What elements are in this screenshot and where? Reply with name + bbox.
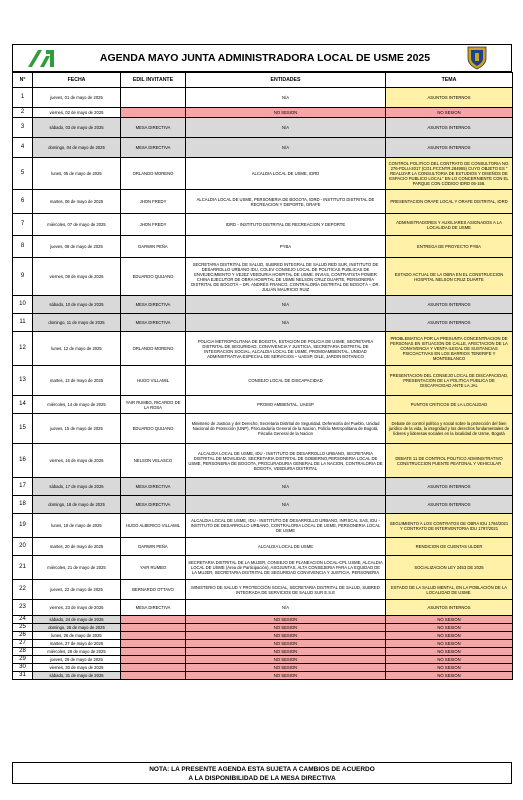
row-fecha: lunes, 05 de mayo de 2025: [33, 158, 121, 190]
row-entidades: NO SESION: [186, 672, 386, 680]
row-edil: JHON FREDY: [121, 214, 186, 236]
row-edil: [121, 640, 186, 648]
row-entidades: PROMO AMBIENTAL, UAESP: [186, 396, 386, 414]
row-entidades: NO SESION: [186, 616, 386, 624]
jal-usme-logo-icon: [24, 48, 64, 68]
row-tema: DEBATE 11 DE CONTROL POLITICO ADMINISTRATIVO CONSTRUCCION PUENTE PEATONAL Y VEHICULAR: [386, 444, 513, 478]
row-tema: NO SESION: [386, 108, 513, 118]
row-number: 13: [13, 366, 33, 396]
row-tema: NO SESION: [386, 640, 513, 648]
row-edil: DARWIN PEÑA: [121, 538, 186, 556]
row-number: 11: [13, 314, 33, 332]
row-number: 31: [13, 672, 33, 680]
row-number: 5: [13, 158, 33, 190]
row-fecha: miércoles, 07 de mayo de 2025: [33, 214, 121, 236]
row-tema: NO SESION: [386, 656, 513, 664]
row-entidades: ALCALDIA LOCAL DE USME, PERSONERIA DE BOGOTA, IDRD - INSTITUTO DISTRITAL DE RECREACION Y DEPORTE, ORAFE: [186, 190, 386, 214]
row-tema: Debate de control político y social sobre la protección del bien jurídico de la vida, la integridad y los derechos fundamentales de líderes y lideresas sociales en la localidad de Usme, Bogotá: [386, 414, 513, 444]
row-fecha: sábado, 17 de mayo de 2025: [33, 478, 121, 496]
table-row: [13, 314, 513, 332]
agenda-note: [12, 762, 512, 784]
row-edil: [121, 624, 186, 632]
row-edil: [121, 664, 186, 672]
row-entidades: NO SESION: [186, 648, 386, 656]
table-row: [13, 640, 513, 648]
row-entidades: PYBA: [186, 236, 386, 258]
row-fecha: jueves, 29 de mayo de 2025: [33, 656, 121, 664]
row-tema: PROBLEMATICA POR LA PRESUNTA CONCENTRACION DE PERSONAS EN SITUACION DE CALLE, AFECTACION DE LA CONVIVENCIA Y VENTA ILEGAL DE SUSTANCIAS PSICOACTIVAS EN LOS BARRIOS TENERIFE Y MONTEBLANCO: [386, 332, 513, 366]
row-tema: RENDICION DE CUENTAS ULDER: [386, 538, 513, 556]
row-number: 6: [13, 190, 33, 214]
row-entidades: SECRETARIA DISTRITAL DE SALUD, SUBRED INTEGRAL DE SALUD RED SUR, INSTITUTO DE DESARROLLO URBANO IDU, COLEV CONSEJO LOCAL DE POLITICAS PUBLICAS DE ENVEJECIMIENTO Y VEJEZ VEEDURIA HOSPITAL DE USME. INVIAS, CONTRATISTA POWER CHINA EJECUTOR DE OBRA HOSPITAL DE USME NELSON CRUZ DUARTE, PERSONERÍA DISTRITAL DE BOGOTÁ – DR. ANDRÉS FRANCO, CONTRALORÍA DISTRITAL DE BOGOTÁ – DR. JULIÁN MAURICIO RUIZ: [186, 258, 386, 296]
row-tema: CONTROL POLITICO DEL CONTRATO DE CONSULTORIA NO. 276-FDLU-2017 (CO1.PCCNTR.284955) CUYO OBJETO ES " REALIZAR LA CONSULTORIA DE ESTUDIOS Y DISEÑOS DE ESPACIO PUBLICO LOCAL" EN LO CONCERNIENTE CON EL PARQUE CON CÓDIGO IDRD 05-158.: [386, 158, 513, 190]
row-tema: ENTREGA DE PROYECTO PYBA: [386, 236, 513, 258]
row-edil: HUGO ALBERICO VILLAMIL: [121, 514, 186, 538]
row-edil: EDUARDO QUIJANO: [121, 258, 186, 296]
row-fecha: sábado, 10 de mayo de 2025: [33, 296, 121, 314]
row-entidades: N/A: [186, 496, 386, 514]
row-edil: MESA DIRECTIVA: [121, 118, 186, 138]
row-fecha: jueves, 22 de mayo de 2025: [33, 580, 121, 600]
row-tema: NO SESION: [386, 632, 513, 640]
row-number: 21: [13, 556, 33, 580]
row-number: 9: [13, 258, 33, 296]
col-header-fecha: FECHA: [33, 73, 121, 88]
row-number: 18: [13, 496, 33, 514]
row-edil: [121, 648, 186, 656]
table-row: [13, 108, 513, 118]
row-tema: ESTADO DE LA SALUD MENTAL, EN LA POBLACIÓN DE LA LOCALIDAD DE USME.: [386, 580, 513, 600]
table-row: [13, 648, 513, 656]
page-title: AGENDA MAYO JUNTA ADMINISTRADORA LOCAL DE USME 2025: [99, 52, 431, 64]
row-entidades: N/A: [186, 478, 386, 496]
row-number: 29: [13, 656, 33, 664]
row-edil: MESA DIRECTIVA: [121, 478, 186, 496]
row-tema: ASUNTOS INTERNOS: [386, 496, 513, 514]
row-edil: YAIR RUMBO: [121, 556, 186, 580]
row-number: 27: [13, 640, 33, 648]
row-edil: EDUARDO QUIJANO: [121, 414, 186, 444]
row-tema: SEGUIMIENTO A LOS CONTRATOS DE OBRA IDU 1784/2021 Y CONTRATO DE INTERVENTORIA IDU 1797/2021: [386, 514, 513, 538]
table-row: [13, 444, 513, 478]
row-number: 10: [13, 296, 33, 314]
row-entidades: ALCALDIA LOCAL DE USME, IDRD: [186, 158, 386, 190]
row-number: 15: [13, 414, 33, 444]
row-number: 26: [13, 632, 33, 640]
row-fecha: miércoles, 14 de mayo de 2025: [33, 396, 121, 414]
table-row: [13, 158, 513, 190]
row-fecha: miércoles, 21 de mayo de 2025: [33, 556, 121, 580]
row-fecha: lunes, 19 de mayo de 2025: [33, 514, 121, 538]
row-edil: [121, 88, 186, 108]
row-fecha: martes, 06 de mayo de 2025: [33, 190, 121, 214]
table-row: [13, 514, 513, 538]
agenda-body: [13, 88, 513, 680]
table-row: [13, 556, 513, 580]
row-fecha: viernes, 30 de mayo de 2025: [33, 664, 121, 672]
row-number: 1: [13, 88, 33, 108]
row-fecha: jueves, 08 de mayo de 2025: [33, 236, 121, 258]
table-row: [13, 538, 513, 556]
row-entidades: N/A: [186, 296, 386, 314]
row-tema: ESTADO ACTUAL DE LA OBRA EN EL CONSTRUCCION HOSPITAL NELSON CRUZ DUARTE: [386, 258, 513, 296]
row-number: 30: [13, 664, 33, 672]
row-number: 22: [13, 580, 33, 600]
row-entidades: N/A: [186, 314, 386, 332]
row-edil: MESA DIRECTIVA: [121, 600, 186, 616]
row-tema: ADMINISTRADORES Y AUXILIARES ASIGNADOS A LA LOCALIDAD DE USME: [386, 214, 513, 236]
table-row: [13, 366, 513, 396]
table-row: [13, 190, 513, 214]
row-edil: [121, 672, 186, 680]
row-edil: [121, 616, 186, 624]
row-fecha: domingo, 04 de mayo de 2025: [33, 138, 121, 158]
row-number: 28: [13, 648, 33, 656]
row-tema: PUNTOS CRITICOS DE LA LOCALIDAD: [386, 396, 513, 414]
row-number: 19: [13, 514, 33, 538]
row-tema: PRESENTACION DEL CONSEJO LOCAL DE DISCAPACIDAD, PRESENTACION DE LA POLITICA PUBLICA DE DISCAPACIDAD ANTE LA JAL: [386, 366, 513, 396]
table-row: [13, 332, 513, 366]
row-entidades: N/A: [186, 88, 386, 108]
table-row: [13, 414, 513, 444]
row-entidades: ALCALDIA LOCAL DE USME: [186, 538, 386, 556]
row-tema: ASUNTOS INTERNOS: [386, 88, 513, 108]
bogota-coat-of-arms-icon: [466, 45, 488, 70]
row-number: 14: [13, 396, 33, 414]
row-entidades: CONSEJO LOCAL DE DISCAPACIDAD: [186, 366, 386, 396]
row-tema: ASUNTOS INTERNOS: [386, 296, 513, 314]
row-number: 23: [13, 600, 33, 616]
row-fecha: viernes, 09 de mayo de 2025: [33, 258, 121, 296]
row-number: 3: [13, 118, 33, 138]
table-row: [13, 600, 513, 616]
table-row: [13, 616, 513, 624]
row-entidades: POLICIA METROPOLITANA DE BOGOTA, ESTACION DE POLICIA DE USME, SECRETARIA DISTRITAL DE SEGURIDAD, CONVIVENCIA Y JUSTICIA, SECRETARIA DISTRITAL DE INTEGRACION SOCIAL, ALCALDIA LOCAL DE USME, PROMOAMBIENTAL, UNIDAD ADMINISTRATIVA ESPECIAL DE SERVICIOS – UAESP, DILE, JARDIN BOTANICO: [186, 332, 386, 366]
row-tema: PRESENTACION ORAFE LOCAL Y ORAFE DISTRITAL, IDRD: [386, 190, 513, 214]
table-row: [13, 214, 513, 236]
row-edil: ORLANDO MORENO: [121, 158, 186, 190]
row-number: 17: [13, 478, 33, 496]
row-entidades: SECRETARIA DISTRITAL DE LA MUJER, CONSEJO DE PLANEACION LOCAL-CPL USME, ALCALDIA LOCAL DE USME (Área de Participación), ASOJUNTAS, ALTA CONSEJERIA PARA LA EQUIDAD DE LA MUJER, SECRETARIA DISTRITAL DE SEGURIDAD CONVIVENCIA Y JUSTICIA, PERSONERIA: [186, 556, 386, 580]
row-edil: MESA DIRECTIVA: [121, 296, 186, 314]
row-number: 4: [13, 138, 33, 158]
row-fecha: viernes, 02 de mayo de 2025: [33, 108, 121, 118]
col-header-edil: EDIL INVITANTE: [121, 73, 186, 88]
row-tema: NO SESION: [386, 648, 513, 656]
row-fecha: martes, 13 de mayo de 2025: [33, 366, 121, 396]
row-fecha: lunes, 12 de mayo de 2025: [33, 332, 121, 366]
table-row: [13, 656, 513, 664]
row-fecha: domingo, 25 de mayo de 2025: [33, 624, 121, 632]
row-entidades: NO SESION: [186, 108, 386, 118]
row-number: 2: [13, 108, 33, 118]
table-row: [13, 88, 513, 108]
row-edil: MESA DIRECTIVA: [121, 496, 186, 514]
row-tema: ASUNTOS INTERNOS: [386, 314, 513, 332]
row-fecha: viernes, 23 de mayo de 2025: [33, 600, 121, 616]
row-entidades: NO SESION: [186, 624, 386, 632]
table-row: [13, 664, 513, 672]
table-row: [13, 672, 513, 680]
col-header-tema: TEMA: [386, 73, 513, 88]
row-tema: NO SESION: [386, 672, 513, 680]
row-fecha: viernes, 16 de mayo de 2025: [33, 444, 121, 478]
table-row: [13, 624, 513, 632]
row-number: 25: [13, 624, 33, 632]
row-fecha: sábado, 31 de mayo de 2025: [33, 672, 121, 680]
note-line-2: A LA DISPONIBILIDAD DE LA MESA DIRECTIVA: [188, 775, 336, 782]
col-header-number: N°: [13, 73, 33, 88]
row-edil: ORLANDO MORENO: [121, 332, 186, 366]
table-header-row: [13, 73, 513, 88]
row-fecha: jueves, 01 de mayo de 2025: [33, 88, 121, 108]
row-edil: [121, 656, 186, 664]
row-edil: [121, 632, 186, 640]
row-fecha: martes, 27 de mayo de 2025: [33, 640, 121, 648]
row-edil: DARWIN PEÑA: [121, 236, 186, 258]
row-entidades: NO SESION: [186, 632, 386, 640]
row-entidades: NO SESION: [186, 640, 386, 648]
row-tema: SOCIALIZACION LEY 2453 DE 2025: [386, 556, 513, 580]
row-edil: BERNARDO OTTAVO: [121, 580, 186, 600]
row-entidades: NO SESION: [186, 656, 386, 664]
agenda-table: [12, 72, 513, 680]
row-entidades: N/A: [186, 118, 386, 138]
row-fecha: sábado, 03 de mayo de 2025: [33, 118, 121, 138]
row-number: 16: [13, 444, 33, 478]
table-row: [13, 632, 513, 640]
row-tema: ASUNTOS INTERNOS: [386, 118, 513, 138]
table-row: [13, 138, 513, 158]
row-edil: YAIR RUMBO, RICARDO DE LA ROSA: [121, 396, 186, 414]
row-tema: ASUNTOS INTERNOS: [386, 600, 513, 616]
table-row: [13, 478, 513, 496]
row-edil: MESA DIRECTIVA: [121, 314, 186, 332]
row-fecha: domingo, 18 de mayo de 2025: [33, 496, 121, 514]
row-fecha: jueves, 15 de mayo de 2025: [33, 414, 121, 444]
note-line-1: NOTA: LA PRESENTE AGENDA ESTA SUJETA A CAMBIOS DE ACUERDO: [149, 766, 375, 773]
row-edil: MESA DIRECTIVA: [121, 138, 186, 158]
row-entidades: Ministerio de Justicia y del Derecho, Secretaria Distrital de Seguridad, Defensoría del Pueblo, Unidad Nacional de Protección (UNP), Procuraduría General de la Nacion, Policía Metropolitana de Bogotá, Fiscalía General de la Nacion: [186, 414, 386, 444]
row-edil: JHON FREDY: [121, 190, 186, 214]
row-entidades: ALCALDIA LOCAL DE USME, IDU - INSTITUTO DE DESARROLLO URBANO, INFISCAL SAS, IDU - INSTITUTO DE DESARROLLO URBANO, CONTRALORIA LOCAL DE USME, PERSONERIA LOCAL DE USME: [186, 514, 386, 538]
row-entidades: ALCALDIA LOCAL DE USME, IDU - INSTITUTO DE DESARROLLO URBANO, SECRETARIA DISTRITAL DE MOVILIDAD, SECRETARIA DISTRITAL DE GOBIERNO,PERSONERIA LOCAL DE USME, PERSONERIA DE BOGOTA, PROCURADURIA GENERAL DE LA NACION, CONTRALORIA DE BOGOTA, VEEDURIA DISTRITAL: [186, 444, 386, 478]
row-entidades: IDRD - INSTITUTO DISTRITAL DE RECREACION Y DEPORTE: [186, 214, 386, 236]
table-row: [13, 296, 513, 314]
row-tema: NO SESION: [386, 624, 513, 632]
row-edil: HUGO VILLAMIL: [121, 366, 186, 396]
row-number: 24: [13, 616, 33, 624]
row-entidades: MINISTERIO DE SALUD Y PROTECCIÓN SOCIAL, SECRETARIA DISTRITAL DE SALUD, SUBRED INTEGRADA DE SERVICIOS DE SALUD SUR E.S.E: [186, 580, 386, 600]
row-tema: ASUNTOS INTERNOS: [386, 138, 513, 158]
row-edil: NELSON VELASCO: [121, 444, 186, 478]
row-fecha: martes, 20 de mayo de 2025: [33, 538, 121, 556]
table-row: [13, 236, 513, 258]
row-fecha: sábado, 24 de mayo de 2025: [33, 616, 121, 624]
row-tema: ASUNTOS INTERNOS: [386, 478, 513, 496]
table-row: [13, 396, 513, 414]
row-edil: [121, 108, 186, 118]
table-row: [13, 118, 513, 138]
row-entidades: N/A: [186, 600, 386, 616]
row-number: 20: [13, 538, 33, 556]
row-entidades: NO SESION: [186, 664, 386, 672]
row-fecha: lunes, 26 de mayo de 2025: [33, 632, 121, 640]
row-fecha: miércoles, 28 de mayo de 2025: [33, 648, 121, 656]
table-row: [13, 496, 513, 514]
table-row: [13, 580, 513, 600]
row-tema: NO SESION: [386, 664, 513, 672]
row-entidades: N/A: [186, 138, 386, 158]
table-row: [13, 258, 513, 296]
row-number: 7: [13, 214, 33, 236]
row-number: 8: [13, 236, 33, 258]
col-header-entidades: ENTIDADES: [186, 73, 386, 88]
row-fecha: domingo, 11 de mayo de 2025: [33, 314, 121, 332]
row-number: 12: [13, 332, 33, 366]
row-tema: NO SESION: [386, 616, 513, 624]
